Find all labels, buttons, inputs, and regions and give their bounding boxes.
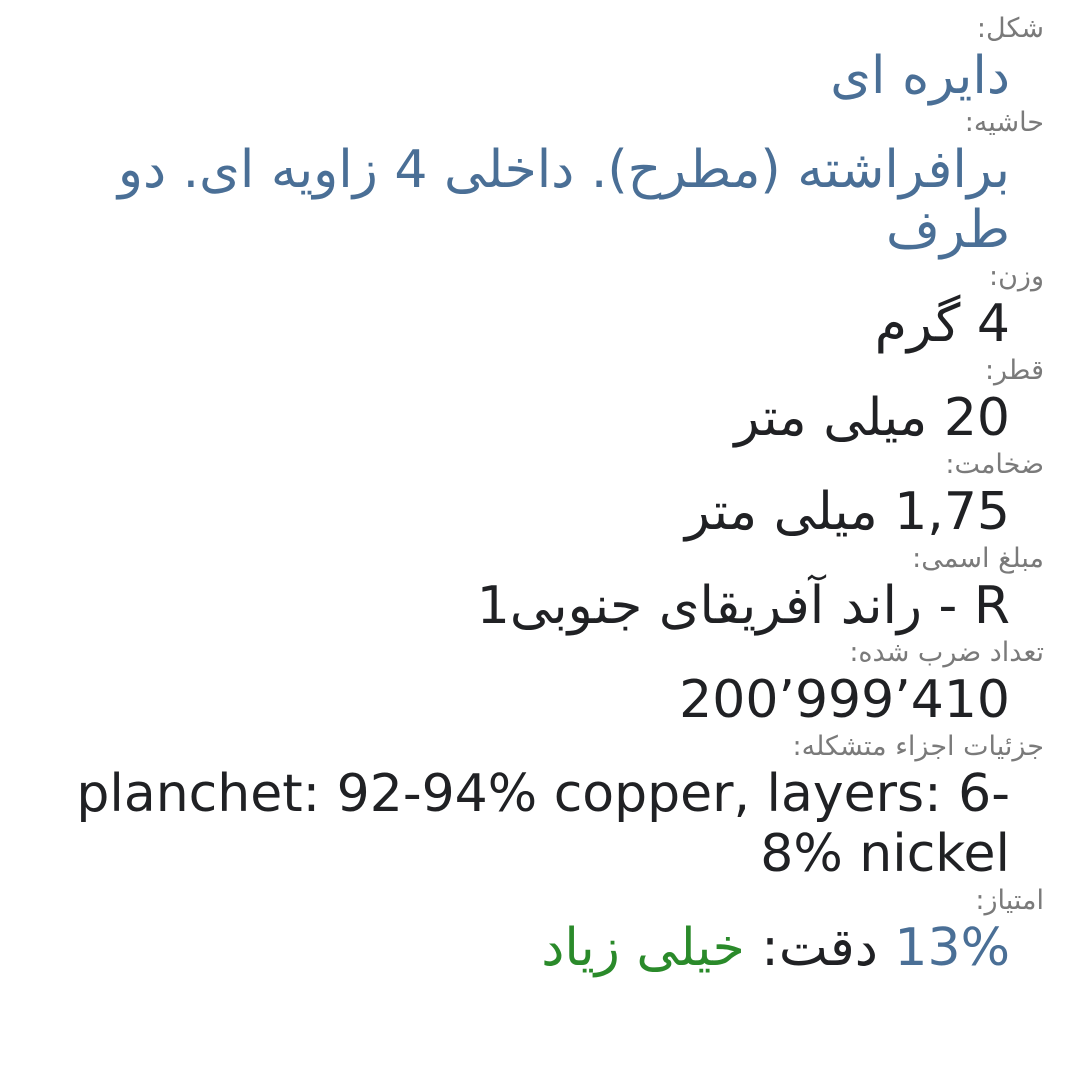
field-shape [0,12,1080,106]
field-label: شکل: [976,13,1044,44]
shape-link[interactable]: دایره ای [830,46,1010,106]
previous-field-fragment [0,0,1080,12]
thickness-value: 1,75 میلی متر [684,482,1010,542]
field-label: وزن: [988,261,1044,292]
field-diameter [0,354,1080,448]
field-label: ضخامت: [945,449,1044,480]
field-label: جزئیات اجزاء متشکله: [792,731,1044,762]
field-thickness [0,448,1080,542]
field-label: تعداد ضرب شده: [849,637,1044,668]
field-label: مبلغ اسمی: [912,543,1044,574]
weight-value: 4 گرم [874,294,1010,354]
field-composition [0,730,1080,884]
field-edge [0,106,1080,260]
diameter-value: 20 میلی متر [734,388,1010,448]
field-label: حاشیه: [964,107,1044,138]
field-label: قطر: [984,355,1044,386]
composition-value: planchet: 92-94% copper, layers: 6-8% nickel [76,764,1010,884]
edge-link[interactable]: برافراشته (مطرح). داخلی 4 زاویه ای. دو طرف [117,140,1010,260]
field-face-value [0,542,1080,636]
accuracy-label: دقت: [761,918,878,978]
rating-value [0,918,1010,978]
accuracy-value: خیلی زیاد [541,918,745,978]
face-value: R - راند آفریقای جنوبی1 [476,576,1010,636]
field-weight [0,260,1080,354]
mintage-value: 200’999’410 [679,670,1010,730]
field-mintage [0,636,1080,730]
field-rating [0,884,1080,978]
field-label: امتیاز: [975,885,1044,916]
rating-percent[interactable]: 13% [894,918,1010,978]
